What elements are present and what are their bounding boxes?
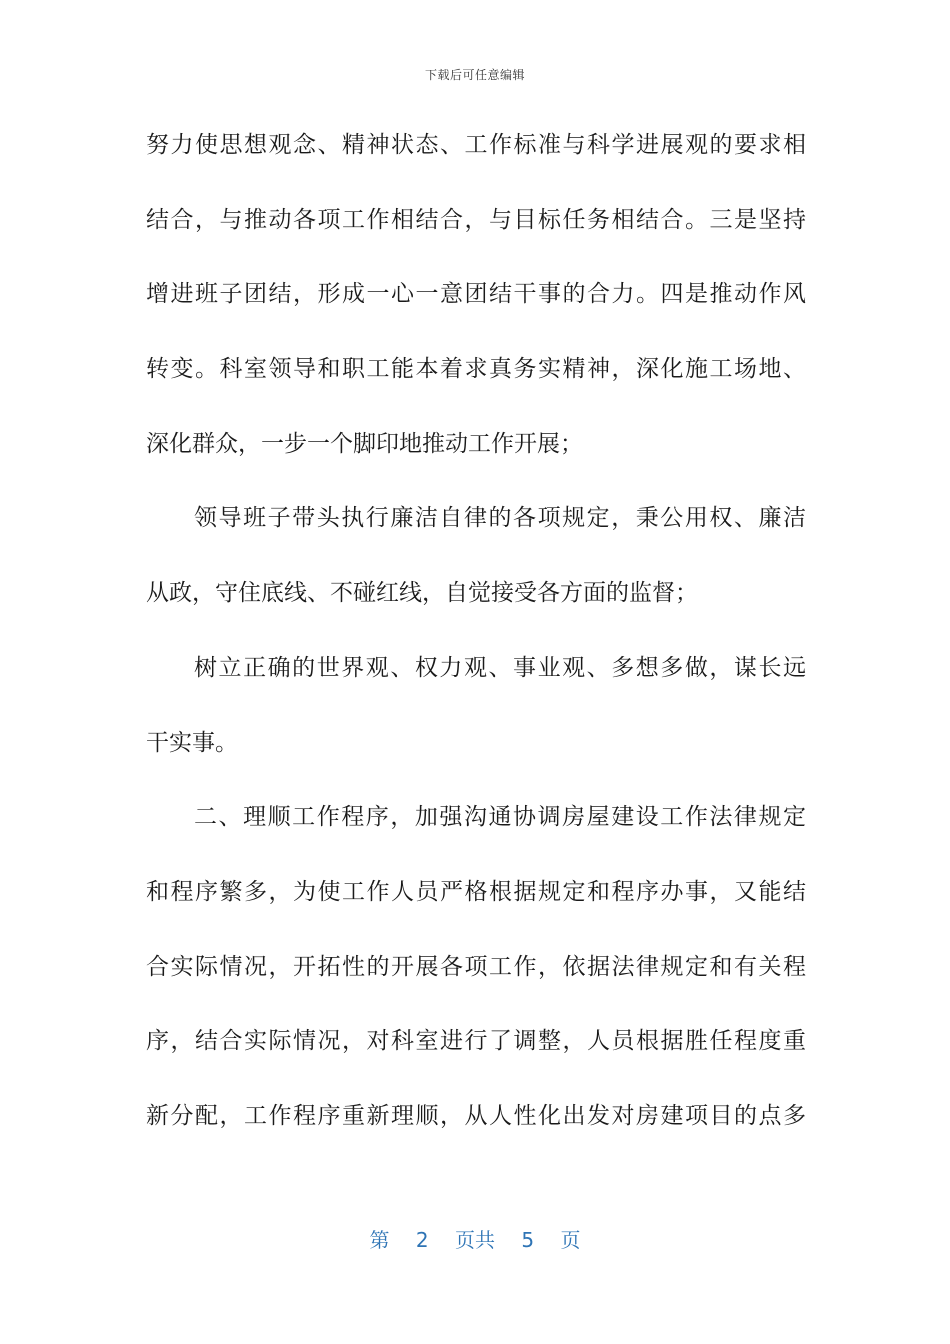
footer-prefix: 第: [369, 1228, 390, 1252]
text-line: 深化群众，一步一个脚印地推动工作开展；: [146, 430, 583, 457]
current-page-number: 2: [415, 1228, 429, 1252]
text-line: 结合，与推动各项工作相结合，与目标任务相结合。三是坚持: [146, 206, 806, 233]
section-heading-line: 二、理顺工作程序，加强沟通协调房屋建设工作法律规定: [194, 804, 806, 831]
paragraph-start-line: 树立正确的世界观、权力观、事业观、多想多做，谋长远: [194, 654, 806, 681]
text-line: 增进班子团结，形成一心一意团结干事的合力。四是推动作风: [146, 281, 806, 308]
text-line: 干实事。: [146, 729, 238, 756]
total-pages-number: 5: [521, 1228, 535, 1252]
text-line: 和程序繁多，为使工作人员严格根据规定和程序办事，又能结: [146, 878, 806, 905]
page-footer: [0, 1224, 950, 1253]
text-line: 努力使思想观念、精神状态、工作标准与科学进展观的要求相: [146, 132, 806, 158]
paragraph-start-line: 领导班子带头执行廉洁自律的各项规定，秉公用权、廉洁: [194, 505, 806, 532]
text-line: 新分配，工作程序重新理顺，从人性化出发对房建项目的点多: [146, 1102, 806, 1129]
footer-suffix: 页: [560, 1228, 581, 1252]
page-header: 下载后可任意编辑: [424, 68, 525, 82]
text-line: 合实际情况，开拓性的开展各项工作，依据法律规定和有关程: [146, 953, 806, 980]
footer-middle: 页共: [455, 1228, 495, 1252]
text-line: 从政，守住底线、不碰红线，自觉接受各方面的监督；: [146, 580, 698, 607]
text-line: 序，结合实际情况，对科室进行了调整，人员根据胜任程度重: [146, 1028, 806, 1055]
document-body: [146, 120, 806, 1166]
text-line: 转变。科室领导和职工能本着求真务实精神，深化施工场地、: [146, 356, 806, 383]
